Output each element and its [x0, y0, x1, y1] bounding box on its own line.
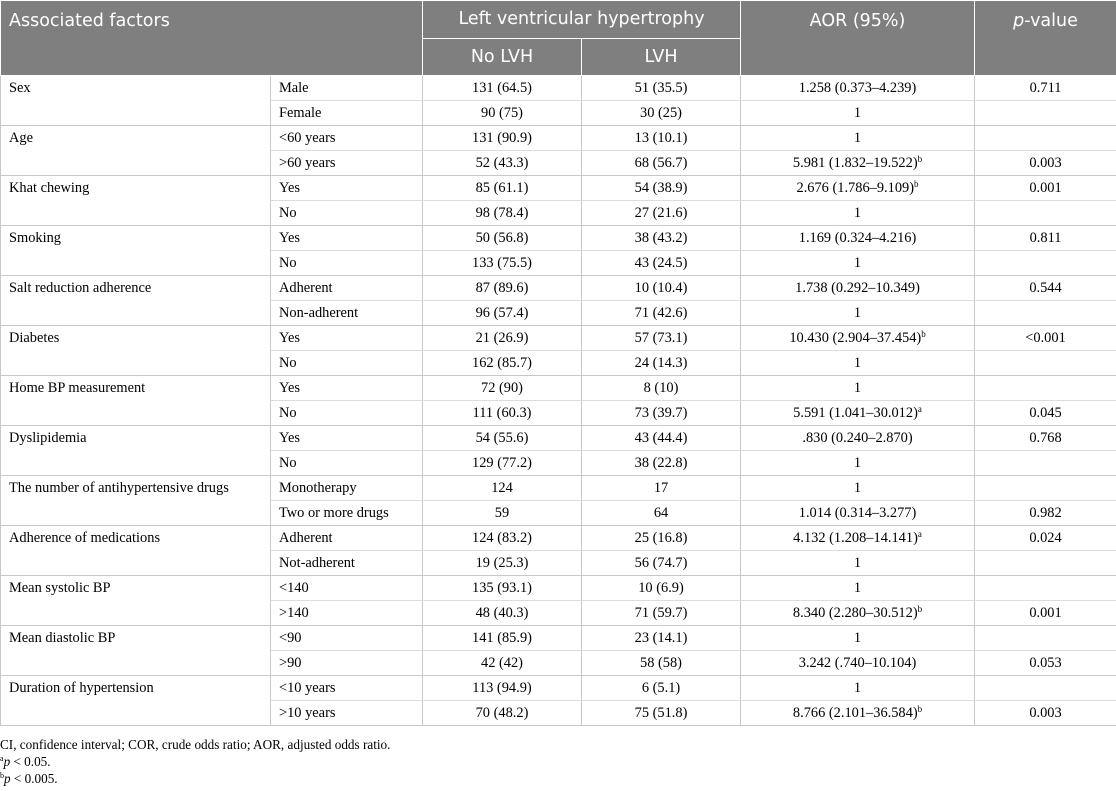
header-p-rest: -value: [1024, 11, 1078, 31]
significance-mark: b: [917, 153, 923, 164]
aor-value: 8.766 (2.101–36.584): [792, 704, 918, 721]
lvh-cell: 24 (14.3): [582, 351, 741, 376]
aor-cell: [741, 276, 975, 301]
level-cell: No: [271, 251, 423, 276]
lvh-cell: 27 (21.6): [582, 201, 741, 226]
lvh-cell: 51 (35.5): [582, 76, 741, 101]
level-cell: Yes: [271, 226, 423, 251]
aor-cell: [741, 226, 975, 251]
no-lvh-cell: 98 (78.4): [423, 201, 582, 226]
p-value-cell: [975, 101, 1116, 126]
no-lvh-cell: 113 (94.9): [423, 676, 582, 701]
footnotes: [0, 736, 390, 787]
p-value-cell: [975, 626, 1116, 651]
table-row: [1, 76, 1116, 101]
footnote-a-mark: a: [0, 754, 4, 763]
p-value-cell: [975, 676, 1116, 701]
p-value-cell: <0.001: [975, 326, 1116, 351]
level-cell: >90: [271, 651, 423, 676]
lvh-cell: 10 (10.4): [582, 276, 741, 301]
header-p-letter: p: [1013, 11, 1025, 31]
lvh-cell: 71 (42.6): [582, 301, 741, 326]
level-cell: Not-adherent: [271, 551, 423, 576]
aor-value: 1: [853, 379, 862, 396]
level-cell: Yes: [271, 326, 423, 351]
table-row: [1, 626, 1116, 651]
p-value-cell: [975, 351, 1116, 376]
p-value-cell: [975, 201, 1116, 226]
aor-value: 1.169 (0.324–4.216): [798, 229, 917, 246]
header-aor: AOR (95%): [741, 1, 975, 76]
aor-cell: [741, 526, 975, 551]
aor-cell: [741, 126, 975, 151]
factor-cell: Home BP measurement: [1, 376, 271, 426]
significance-mark: b: [917, 603, 923, 614]
lvh-cell: 68 (56.7): [582, 151, 741, 176]
lvh-cell: 8 (10): [582, 376, 741, 401]
aor-cell: [741, 601, 975, 626]
p-value-cell: [975, 476, 1116, 501]
level-cell: <10 years: [271, 676, 423, 701]
no-lvh-cell: 21 (26.9): [423, 326, 582, 351]
p-value-cell: [975, 551, 1116, 576]
aor-value: 1: [853, 679, 862, 696]
p-value-cell: 0.811: [975, 226, 1116, 251]
level-cell: Monotherapy: [271, 476, 423, 501]
lvh-cell: 23 (14.1): [582, 626, 741, 651]
aor-value: 5.591 (1.041–30.012): [793, 404, 918, 421]
aor-cell: [741, 176, 975, 201]
aor-value: 1: [853, 629, 862, 646]
no-lvh-cell: 72 (90): [423, 376, 582, 401]
aor-cell: [741, 476, 975, 501]
table-body: [1, 76, 1116, 726]
aor-cell: [741, 201, 975, 226]
no-lvh-cell: 131 (64.5): [423, 76, 582, 101]
footnote-a: [0, 753, 390, 770]
no-lvh-cell: 124: [423, 476, 582, 501]
table-row: [1, 226, 1116, 251]
no-lvh-cell: 131 (90.9): [423, 126, 582, 151]
lvh-cell: 13 (10.1): [582, 126, 741, 151]
no-lvh-cell: 48 (40.3): [423, 601, 582, 626]
level-cell: Yes: [271, 376, 423, 401]
p-value-cell: [975, 126, 1116, 151]
p-value-cell: [975, 301, 1116, 326]
level-cell: >140: [271, 601, 423, 626]
level-cell: Male: [271, 76, 423, 101]
no-lvh-cell: 50 (56.8): [423, 226, 582, 251]
factor-cell: Dyslipidemia: [1, 426, 271, 476]
significance-mark: a: [917, 528, 922, 539]
no-lvh-cell: 87 (89.6): [423, 276, 582, 301]
lvh-cell: 43 (44.4): [582, 426, 741, 451]
lvh-cell: 57 (73.1): [582, 326, 741, 351]
p-value-cell: 0.053: [975, 651, 1116, 676]
header-p-value: [975, 1, 1116, 76]
p-value-cell: [975, 376, 1116, 401]
p-value-cell: 0.001: [975, 176, 1116, 201]
p-value-cell: [975, 451, 1116, 476]
aor-cell: [741, 101, 975, 126]
significance-mark: a: [917, 403, 922, 414]
aor-cell: [741, 401, 975, 426]
aor-cell: [741, 701, 975, 726]
lvh-cell: 75 (51.8): [582, 701, 741, 726]
no-lvh-cell: 54 (55.6): [423, 426, 582, 451]
table-row: [1, 176, 1116, 201]
table-header: [1, 1, 1116, 76]
aor-value: 1: [853, 454, 862, 471]
factor-cell: Diabetes: [1, 326, 271, 376]
lvh-cell: 25 (16.8): [582, 526, 741, 551]
factor-cell: Mean systolic BP: [1, 576, 271, 626]
header-no-lvh: No LVH: [423, 38, 582, 76]
p-value-cell: 0.024: [975, 526, 1116, 551]
level-cell: Two or more drugs: [271, 501, 423, 526]
level-cell: <90: [271, 626, 423, 651]
no-lvh-cell: 162 (85.7): [423, 351, 582, 376]
no-lvh-cell: 70 (48.2): [423, 701, 582, 726]
aor-value: 1: [853, 304, 862, 321]
lvh-cell: 71 (59.7): [582, 601, 741, 626]
factor-cell: Khat chewing: [1, 176, 271, 226]
level-cell: No: [271, 401, 423, 426]
level-cell: Yes: [271, 426, 423, 451]
aor-cell: [741, 301, 975, 326]
aor-value: .830 (0.240–2.870): [802, 429, 913, 446]
no-lvh-cell: 129 (77.2): [423, 451, 582, 476]
level-cell: >10 years: [271, 701, 423, 726]
aor-cell: [741, 576, 975, 601]
aor-cell: [741, 351, 975, 376]
table-row: [1, 326, 1116, 351]
lvh-cell: 30 (25): [582, 101, 741, 126]
aor-value: 5.981 (1.832–19.522): [792, 154, 918, 171]
level-cell: Non-adherent: [271, 301, 423, 326]
aor-value: 1: [853, 479, 862, 496]
table-row: [1, 526, 1116, 551]
significance-mark: b: [917, 703, 923, 714]
lvh-cell: 6 (5.1): [582, 676, 741, 701]
lvh-cell: 56 (74.7): [582, 551, 741, 576]
aor-value: 8.340 (2.280–30.512): [792, 604, 918, 621]
level-cell: Adherent: [271, 276, 423, 301]
header-lvh: LVH: [582, 38, 741, 76]
factor-cell: Sex: [1, 76, 271, 126]
level-cell: <140: [271, 576, 423, 601]
level-cell: Yes: [271, 176, 423, 201]
p-value-cell: 0.001: [975, 601, 1116, 626]
footnote-a-p: p: [3, 754, 11, 769]
aor-value: 1: [853, 579, 862, 596]
aor-cell: [741, 426, 975, 451]
lvh-cell: 43 (24.5): [582, 251, 741, 276]
no-lvh-cell: 59: [423, 501, 582, 526]
no-lvh-cell: 111 (60.3): [423, 401, 582, 426]
no-lvh-cell: 19 (25.3): [423, 551, 582, 576]
level-cell: No: [271, 201, 423, 226]
aor-value: 1.738 (0.292–10.349): [795, 279, 920, 296]
no-lvh-cell: 90 (75): [423, 101, 582, 126]
lvh-cell: 73 (39.7): [582, 401, 741, 426]
footnote-b: [0, 770, 390, 787]
factor-cell: Smoking: [1, 226, 271, 276]
lvh-cell: 38 (43.2): [582, 226, 741, 251]
table-row: [1, 376, 1116, 401]
factor-cell: The number of antihypertensive drugs: [1, 476, 271, 526]
lvh-cell: 64: [582, 501, 741, 526]
aor-value: 1: [853, 554, 862, 571]
p-value-cell: 0.045: [975, 401, 1116, 426]
factor-cell: Salt reduction adherence: [1, 276, 271, 326]
aor-cell: [741, 151, 975, 176]
level-cell: <60 years: [271, 126, 423, 151]
aor-value: 1.258 (0.373–4.239): [798, 79, 917, 96]
p-value-cell: [975, 576, 1116, 601]
no-lvh-cell: 135 (93.1): [423, 576, 582, 601]
table-row: [1, 426, 1116, 451]
no-lvh-cell: 124 (83.2): [423, 526, 582, 551]
no-lvh-cell: 96 (57.4): [423, 301, 582, 326]
footnote-b-p: p: [4, 771, 11, 786]
aor-value: 1: [853, 254, 862, 271]
table-row: [1, 476, 1116, 501]
aor-value: 10.430 (2.904–37.454): [789, 329, 922, 346]
significance-mark: b: [914, 178, 919, 189]
level-cell: >60 years: [271, 151, 423, 176]
lvh-cell: 38 (22.8): [582, 451, 741, 476]
aor-cell: [741, 76, 975, 101]
no-lvh-cell: 85 (61.1): [423, 176, 582, 201]
p-value-cell: 0.003: [975, 151, 1116, 176]
footnote-b-mark: b: [0, 771, 4, 780]
p-value-cell: 0.982: [975, 501, 1116, 526]
factor-cell: Age: [1, 126, 271, 176]
aor-cell: [741, 451, 975, 476]
lvh-cell: 10 (6.9): [582, 576, 741, 601]
significance-mark: b: [921, 328, 926, 339]
aor-value: 1: [853, 129, 862, 146]
aor-cell: [741, 676, 975, 701]
level-cell: Female: [271, 101, 423, 126]
table-row: [1, 676, 1116, 701]
level-cell: Adherent: [271, 526, 423, 551]
aor-cell: [741, 326, 975, 351]
footnote-abbreviations: CI, confidence interval; COR, crude odds ratio; AOR, adjusted odds ratio.: [0, 737, 391, 752]
lvh-cell: 54 (38.9): [582, 176, 741, 201]
no-lvh-cell: 133 (75.5): [423, 251, 582, 276]
header-lvh-group: Left ventricular hypertrophy: [423, 1, 741, 39]
level-cell: No: [271, 451, 423, 476]
aor-cell: [741, 376, 975, 401]
p-value-cell: [975, 251, 1116, 276]
no-lvh-cell: 141 (85.9): [423, 626, 582, 651]
aor-value: 4.132 (1.208–14.141): [793, 529, 918, 546]
aor-value: 3.242 (.740–10.104): [798, 654, 917, 671]
factor-cell: Adherence of medications: [1, 526, 271, 576]
no-lvh-cell: 52 (43.3): [423, 151, 582, 176]
p-value-cell: 0.544: [975, 276, 1116, 301]
aor-cell: [741, 551, 975, 576]
table-row: [1, 576, 1116, 601]
header-associated-factors: Associated factors: [1, 1, 423, 76]
lvh-cell: 17: [582, 476, 741, 501]
table-row: [1, 126, 1116, 151]
aor-value: 1: [853, 354, 862, 371]
aor-value: 2.676 (1.786–9.109): [796, 179, 915, 196]
p-value-cell: 0.003: [975, 701, 1116, 726]
footnote-b-rest: < 0.005.: [10, 771, 58, 786]
aor-value: 1: [853, 204, 862, 221]
aor-value: 1: [853, 104, 862, 121]
aor-cell: [741, 626, 975, 651]
aor-cell: [741, 251, 975, 276]
p-value-cell: 0.711: [975, 76, 1116, 101]
table-row: [1, 276, 1116, 301]
factor-cell: Duration of hypertension: [1, 676, 271, 726]
no-lvh-cell: 42 (42): [423, 651, 582, 676]
factor-cell: Mean diastolic BP: [1, 626, 271, 676]
aor-cell: [741, 501, 975, 526]
level-cell: No: [271, 351, 423, 376]
aor-cell: [741, 651, 975, 676]
footnote-a-rest: < 0.05.: [10, 754, 51, 769]
aor-value: 1.014 (0.314–3.277): [798, 504, 917, 521]
lvh-cell: 58 (58): [582, 651, 741, 676]
p-value-cell: 0.768: [975, 426, 1116, 451]
